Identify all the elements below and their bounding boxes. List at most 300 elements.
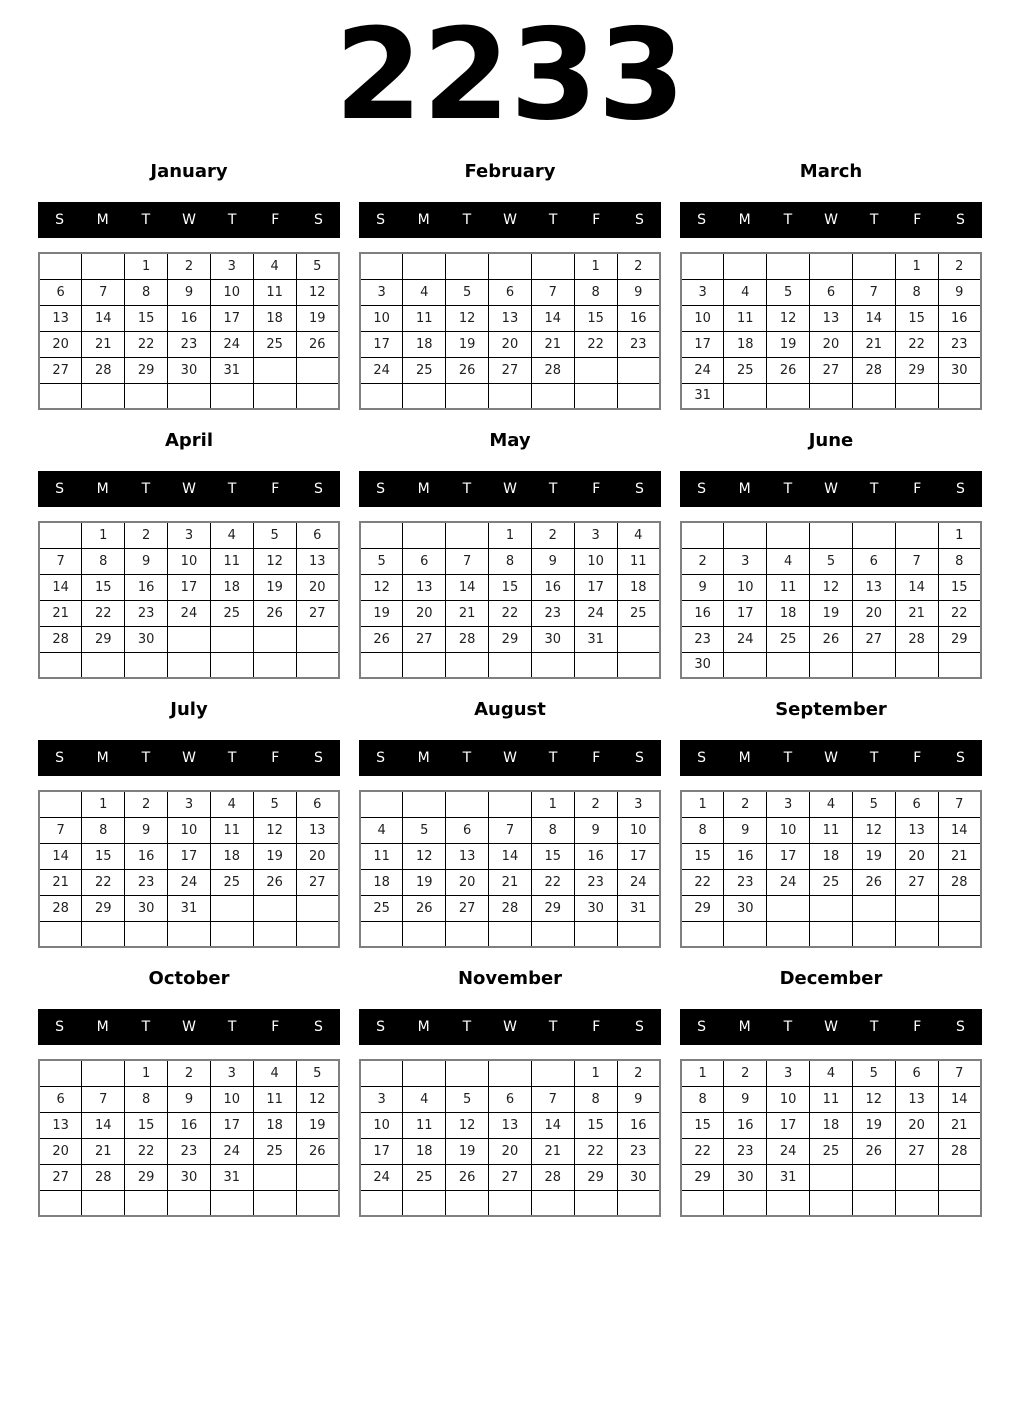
day-cell: 9 (168, 1086, 211, 1112)
day-cell: 12 (296, 1086, 339, 1112)
day-cell: 20 (403, 600, 446, 626)
weekday-label: S (313, 750, 323, 767)
day-cell: 22 (125, 331, 168, 357)
day-cell: 31 (574, 626, 617, 652)
month-block (38, 699, 340, 948)
day-cell: 21 (39, 600, 82, 626)
day-cell: 21 (895, 600, 938, 626)
day-cell: 16 (617, 305, 660, 331)
week-row (39, 869, 339, 895)
day-cell: 12 (253, 548, 296, 574)
day-cell: 1 (82, 522, 125, 548)
empty-day-cell (767, 383, 810, 409)
empty-day-cell (810, 921, 853, 947)
day-cell: 10 (617, 817, 660, 843)
day-cell: 5 (253, 791, 296, 817)
empty-day-cell (403, 253, 446, 279)
empty-day-cell (617, 921, 660, 947)
weekday-label: W (824, 1019, 838, 1036)
day-cell: 26 (852, 869, 895, 895)
empty-day-cell (446, 1190, 489, 1216)
day-cell: 4 (253, 1060, 296, 1086)
weekday-label: S (313, 481, 323, 498)
month-title: May (489, 430, 531, 452)
day-cell: 27 (895, 869, 938, 895)
week-row (39, 817, 339, 843)
day-cell: 30 (724, 895, 767, 921)
empty-day-cell (296, 383, 339, 409)
day-cell: 19 (253, 574, 296, 600)
day-cell: 29 (489, 626, 532, 652)
empty-day-cell (852, 895, 895, 921)
day-cell: 6 (446, 817, 489, 843)
day-cell: 5 (446, 1086, 489, 1112)
day-cell: 24 (574, 600, 617, 626)
empty-day-cell (574, 652, 617, 678)
day-cell: 5 (253, 522, 296, 548)
week-row (681, 895, 981, 921)
day-cell: 3 (574, 522, 617, 548)
day-cell: 4 (403, 279, 446, 305)
day-cell: 14 (938, 1086, 981, 1112)
day-cell: 8 (489, 548, 532, 574)
weekday-label: W (503, 481, 517, 498)
day-cell: 23 (531, 600, 574, 626)
weekday-label: T (141, 212, 151, 229)
day-cell: 23 (724, 1138, 767, 1164)
empty-day-cell (82, 1060, 125, 1086)
empty-day-cell (895, 522, 938, 548)
day-cell: 14 (489, 843, 532, 869)
week-row (681, 652, 981, 678)
day-cell: 30 (125, 895, 168, 921)
month-block (38, 161, 340, 410)
month-block (359, 699, 661, 948)
week-row (360, 305, 660, 331)
day-cell: 25 (724, 357, 767, 383)
empty-day-cell (489, 1190, 532, 1216)
day-cell: 21 (531, 331, 574, 357)
day-cell: 14 (39, 574, 82, 600)
weekday-header-row (38, 740, 340, 776)
empty-day-cell (681, 1190, 724, 1216)
empty-day-cell (810, 383, 853, 409)
day-cell: 17 (617, 843, 660, 869)
empty-day-cell (767, 652, 810, 678)
week-row (39, 843, 339, 869)
empty-day-cell (617, 1190, 660, 1216)
day-cell: 21 (938, 1112, 981, 1138)
month-day-grid (359, 521, 661, 679)
day-cell: 29 (574, 1164, 617, 1190)
day-cell: 25 (403, 1164, 446, 1190)
day-cell: 4 (767, 548, 810, 574)
empty-day-cell (724, 522, 767, 548)
empty-day-cell (767, 1190, 810, 1216)
day-cell: 26 (296, 331, 339, 357)
empty-day-cell (767, 895, 810, 921)
empty-day-cell (852, 921, 895, 947)
day-cell: 27 (296, 869, 339, 895)
day-cell: 27 (446, 895, 489, 921)
weekday-label: F (271, 750, 280, 767)
day-cell: 15 (489, 574, 532, 600)
week-row (39, 331, 339, 357)
day-cell: 18 (810, 843, 853, 869)
week-row (681, 383, 981, 409)
day-cell: 7 (446, 548, 489, 574)
empty-day-cell (489, 652, 532, 678)
day-cell: 11 (724, 305, 767, 331)
weekday-label: T (462, 481, 472, 498)
empty-day-cell (296, 1190, 339, 1216)
weekday-label: M (738, 212, 751, 229)
empty-day-cell (39, 1190, 82, 1216)
day-cell: 2 (125, 522, 168, 548)
months-grid (38, 161, 982, 1217)
day-cell: 17 (767, 843, 810, 869)
day-cell: 11 (617, 548, 660, 574)
day-cell: 12 (296, 279, 339, 305)
day-cell: 20 (895, 1112, 938, 1138)
empty-day-cell (531, 652, 574, 678)
empty-day-cell (810, 1164, 853, 1190)
day-cell: 31 (617, 895, 660, 921)
week-row (681, 548, 981, 574)
day-cell: 22 (574, 331, 617, 357)
day-cell: 13 (39, 1112, 82, 1138)
weekday-label: F (913, 750, 922, 767)
month-title: August (474, 699, 546, 721)
day-cell: 10 (210, 279, 253, 305)
day-cell: 3 (168, 522, 211, 548)
weekday-label: S (55, 481, 65, 498)
weekday-label: S (697, 212, 707, 229)
empty-day-cell (39, 791, 82, 817)
day-cell: 22 (895, 331, 938, 357)
day-cell: 29 (681, 895, 724, 921)
day-cell: 23 (724, 869, 767, 895)
weekday-label: F (592, 750, 601, 767)
week-row (39, 1086, 339, 1112)
weekday-label: M (96, 481, 109, 498)
day-cell: 9 (617, 1086, 660, 1112)
empty-day-cell (895, 921, 938, 947)
weekday-label: W (182, 212, 196, 229)
weekday-label: S (376, 1019, 386, 1036)
day-cell: 30 (168, 1164, 211, 1190)
empty-day-cell (360, 791, 403, 817)
day-cell: 15 (681, 1112, 724, 1138)
day-cell: 5 (810, 548, 853, 574)
day-cell: 18 (210, 574, 253, 600)
empty-day-cell (39, 383, 82, 409)
day-cell: 15 (125, 305, 168, 331)
weekday-label: S (376, 481, 386, 498)
week-row (360, 921, 660, 947)
empty-day-cell (296, 626, 339, 652)
day-cell: 11 (210, 817, 253, 843)
empty-day-cell (810, 522, 853, 548)
weekday-header-row (359, 202, 661, 238)
day-cell: 13 (39, 305, 82, 331)
weekday-label: W (182, 750, 196, 767)
week-row (681, 843, 981, 869)
weekday-label: T (462, 212, 472, 229)
day-cell: 24 (767, 869, 810, 895)
day-cell: 28 (82, 357, 125, 383)
empty-day-cell (253, 652, 296, 678)
week-row (360, 817, 660, 843)
week-row (360, 522, 660, 548)
day-cell: 19 (253, 843, 296, 869)
day-cell: 17 (168, 574, 211, 600)
month-day-grid (359, 790, 661, 948)
day-cell: 2 (938, 253, 981, 279)
day-cell: 30 (938, 357, 981, 383)
empty-day-cell (446, 522, 489, 548)
empty-day-cell (168, 652, 211, 678)
month-day-grid (359, 1059, 661, 1217)
weekday-label: F (592, 481, 601, 498)
empty-day-cell (403, 522, 446, 548)
day-cell: 7 (39, 817, 82, 843)
day-cell: 9 (617, 279, 660, 305)
month-title: September (775, 699, 887, 721)
day-cell: 1 (895, 253, 938, 279)
day-cell: 18 (403, 331, 446, 357)
empty-day-cell (531, 1060, 574, 1086)
week-row (39, 921, 339, 947)
empty-day-cell (403, 652, 446, 678)
empty-day-cell (446, 652, 489, 678)
day-cell: 9 (125, 548, 168, 574)
month-title: December (779, 968, 883, 990)
week-row (39, 383, 339, 409)
empty-day-cell (681, 253, 724, 279)
day-cell: 30 (531, 626, 574, 652)
day-cell: 9 (724, 817, 767, 843)
day-cell: 15 (895, 305, 938, 331)
day-cell: 22 (681, 869, 724, 895)
day-cell: 25 (253, 331, 296, 357)
weekday-header-row (680, 1009, 982, 1045)
weekday-label: T (548, 212, 558, 229)
day-cell: 31 (210, 1164, 253, 1190)
month-day-grid (359, 252, 661, 410)
empty-day-cell (810, 1190, 853, 1216)
weekday-header-row (359, 1009, 661, 1045)
weekday-label: T (141, 750, 151, 767)
day-cell: 15 (938, 574, 981, 600)
weekday-label: S (955, 481, 965, 498)
week-row (681, 357, 981, 383)
week-row (681, 1112, 981, 1138)
day-cell: 30 (724, 1164, 767, 1190)
weekday-label: T (141, 481, 151, 498)
calendar-page (0, 1, 1020, 1217)
weekday-label: M (738, 1019, 751, 1036)
day-cell: 27 (810, 357, 853, 383)
day-cell: 31 (168, 895, 211, 921)
day-cell: 12 (253, 817, 296, 843)
empty-day-cell (574, 357, 617, 383)
day-cell: 14 (531, 305, 574, 331)
day-cell: 19 (360, 600, 403, 626)
day-cell: 7 (938, 1060, 981, 1086)
empty-day-cell (82, 253, 125, 279)
day-cell: 1 (681, 791, 724, 817)
weekday-label: T (548, 481, 558, 498)
day-cell: 3 (767, 1060, 810, 1086)
day-cell: 28 (531, 357, 574, 383)
empty-day-cell (403, 791, 446, 817)
weekday-label: F (913, 212, 922, 229)
empty-day-cell (360, 1190, 403, 1216)
day-cell: 26 (446, 357, 489, 383)
day-cell: 11 (253, 1086, 296, 1112)
empty-day-cell (168, 1190, 211, 1216)
empty-day-cell (39, 652, 82, 678)
day-cell: 30 (681, 652, 724, 678)
day-cell: 8 (681, 1086, 724, 1112)
day-cell: 10 (360, 305, 403, 331)
empty-day-cell (531, 921, 574, 947)
day-cell: 28 (852, 357, 895, 383)
day-cell: 4 (810, 1060, 853, 1086)
day-cell: 29 (531, 895, 574, 921)
weekday-header-row (680, 202, 982, 238)
day-cell: 21 (489, 869, 532, 895)
weekday-label: S (697, 1019, 707, 1036)
day-cell: 6 (403, 548, 446, 574)
empty-day-cell (360, 652, 403, 678)
day-cell: 1 (125, 1060, 168, 1086)
empty-day-cell (938, 895, 981, 921)
day-cell: 18 (617, 574, 660, 600)
empty-day-cell (210, 1190, 253, 1216)
day-cell: 13 (446, 843, 489, 869)
day-cell: 17 (210, 1112, 253, 1138)
empty-day-cell (574, 921, 617, 947)
empty-day-cell (82, 383, 125, 409)
day-cell: 13 (489, 305, 532, 331)
day-cell: 29 (938, 626, 981, 652)
day-cell: 25 (617, 600, 660, 626)
week-row (39, 652, 339, 678)
weekday-label: W (503, 1019, 517, 1036)
day-cell: 12 (852, 1086, 895, 1112)
day-cell: 3 (617, 791, 660, 817)
day-cell: 22 (82, 869, 125, 895)
empty-day-cell (617, 357, 660, 383)
day-cell: 6 (895, 791, 938, 817)
day-cell: 17 (681, 331, 724, 357)
month-block (680, 430, 982, 679)
empty-day-cell (296, 921, 339, 947)
week-row (39, 574, 339, 600)
day-cell: 3 (360, 1086, 403, 1112)
week-row (39, 1112, 339, 1138)
day-cell: 27 (39, 1164, 82, 1190)
empty-day-cell (767, 921, 810, 947)
day-cell: 27 (489, 1164, 532, 1190)
empty-day-cell (82, 652, 125, 678)
day-cell: 26 (296, 1138, 339, 1164)
day-cell: 8 (938, 548, 981, 574)
day-cell: 9 (681, 574, 724, 600)
weekday-label: S (955, 1019, 965, 1036)
week-row (39, 1060, 339, 1086)
empty-day-cell (531, 1190, 574, 1216)
day-cell: 11 (403, 1112, 446, 1138)
day-cell: 20 (810, 331, 853, 357)
empty-day-cell (360, 383, 403, 409)
day-cell: 26 (852, 1138, 895, 1164)
weekday-label: T (783, 212, 793, 229)
day-cell: 28 (489, 895, 532, 921)
empty-day-cell (617, 383, 660, 409)
day-cell: 19 (852, 843, 895, 869)
empty-day-cell (617, 626, 660, 652)
empty-day-cell (125, 383, 168, 409)
weekday-label: T (869, 481, 879, 498)
day-cell: 31 (767, 1164, 810, 1190)
weekday-label: S (313, 1019, 323, 1036)
empty-day-cell (296, 357, 339, 383)
day-cell: 13 (810, 305, 853, 331)
day-cell: 22 (574, 1138, 617, 1164)
weekday-label: S (55, 750, 65, 767)
empty-day-cell (253, 921, 296, 947)
day-cell: 24 (210, 331, 253, 357)
day-cell: 19 (767, 331, 810, 357)
day-cell: 2 (574, 791, 617, 817)
day-cell: 7 (39, 548, 82, 574)
weekday-label: S (376, 750, 386, 767)
month-block (359, 968, 661, 1217)
day-cell: 6 (39, 279, 82, 305)
day-cell: 28 (82, 1164, 125, 1190)
day-cell: 16 (168, 305, 211, 331)
day-cell: 16 (938, 305, 981, 331)
day-cell: 28 (531, 1164, 574, 1190)
week-row (681, 305, 981, 331)
week-row (360, 1138, 660, 1164)
weekday-label: T (869, 750, 879, 767)
day-cell: 12 (852, 817, 895, 843)
week-row (360, 626, 660, 652)
weekday-label: W (824, 750, 838, 767)
day-cell: 2 (125, 791, 168, 817)
day-cell: 29 (125, 1164, 168, 1190)
empty-day-cell (531, 383, 574, 409)
weekday-label: T (548, 750, 558, 767)
empty-day-cell (681, 522, 724, 548)
day-cell: 27 (895, 1138, 938, 1164)
weekday-header-row (680, 740, 982, 776)
weekday-label: S (634, 750, 644, 767)
empty-day-cell (617, 652, 660, 678)
month-day-grid (38, 1059, 340, 1217)
day-cell: 4 (810, 791, 853, 817)
week-row (360, 652, 660, 678)
day-cell: 22 (125, 1138, 168, 1164)
day-cell: 15 (574, 1112, 617, 1138)
day-cell: 18 (724, 331, 767, 357)
week-row (681, 1086, 981, 1112)
day-cell: 12 (446, 1112, 489, 1138)
